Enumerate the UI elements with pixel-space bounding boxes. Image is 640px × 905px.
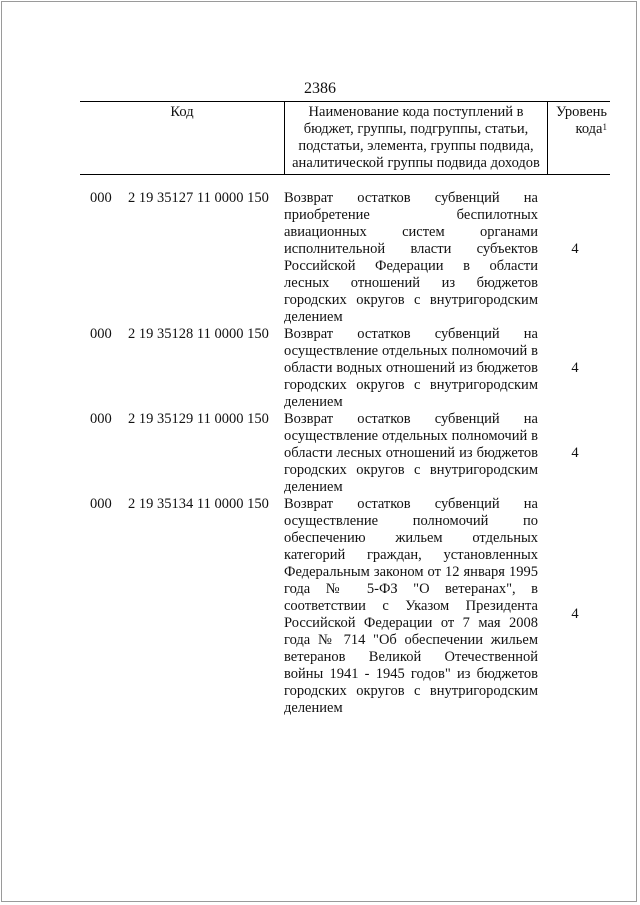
row-code: 2 19 35129 11 0000 150 — [128, 411, 269, 427]
row-admin-code: 000 — [90, 326, 112, 342]
row-admin-code: 000 — [90, 190, 112, 206]
row-name: Возврат остатков субвенций на осуществление полномочий по обеспечению жильем отдельных категорий граждан, установленных Федеральным законом от 12 января 1995 года № 5-ФЗ "О ветеранах", в соответствии с Указом Президента Российской Федерации от 7 мая 2008 года № 714 "Об обеспечении жильем ветеранов Великой Отечественной войны 1941 - 1945 годов" из бюджетов городских округов с внутригородским делением — [284, 496, 538, 716]
table-row — [0, 496, 640, 717]
header-level: Уровень кода — [555, 104, 607, 137]
row-admin-code: 000 — [90, 496, 112, 512]
table-row — [0, 326, 640, 411]
row-code: 2 19 35127 11 0000 150 — [128, 190, 269, 206]
table-row — [0, 411, 640, 496]
header-level-footnote: 1 — [602, 122, 607, 132]
row-name: Возврат остатков субвенций на осуществление отдельных полномочий в области лесных отношений из бюджетов городских округов с внутригородским делением — [284, 411, 538, 495]
table-body — [0, 190, 640, 717]
table-row — [0, 190, 640, 326]
row-admin-code: 000 — [90, 411, 112, 427]
table-header — [80, 101, 610, 175]
row-name: Возврат остатков субвенций на осуществление отдельных полномочий в области водных отношений из бюджетов городских округов с внутригородским делением — [284, 326, 538, 410]
header-name: Наименование кода поступлений в бюджет, группы, подгруппы, статьи, подстатьи, элемента, группы подвида, аналитической группы подвида доходов — [285, 102, 548, 175]
row-level: 4 — [571, 360, 579, 376]
header-code: Код — [80, 102, 285, 175]
row-level: 4 — [571, 606, 579, 622]
row-level: 4 — [571, 241, 579, 257]
row-level: 4 — [571, 445, 579, 461]
header-level-cell — [548, 102, 611, 175]
row-code: 2 19 35134 11 0000 150 — [128, 496, 269, 512]
page-number: 2386 — [304, 80, 336, 97]
row-name: Возврат остатков субвенций на приобретение беспилотных авиационных систем органами исполнительной власти субъектов Российской Федерации в области лесных отношений из бюджетов городских округов с внутригородским делением — [284, 190, 538, 325]
row-code: 2 19 35128 11 0000 150 — [128, 326, 269, 342]
